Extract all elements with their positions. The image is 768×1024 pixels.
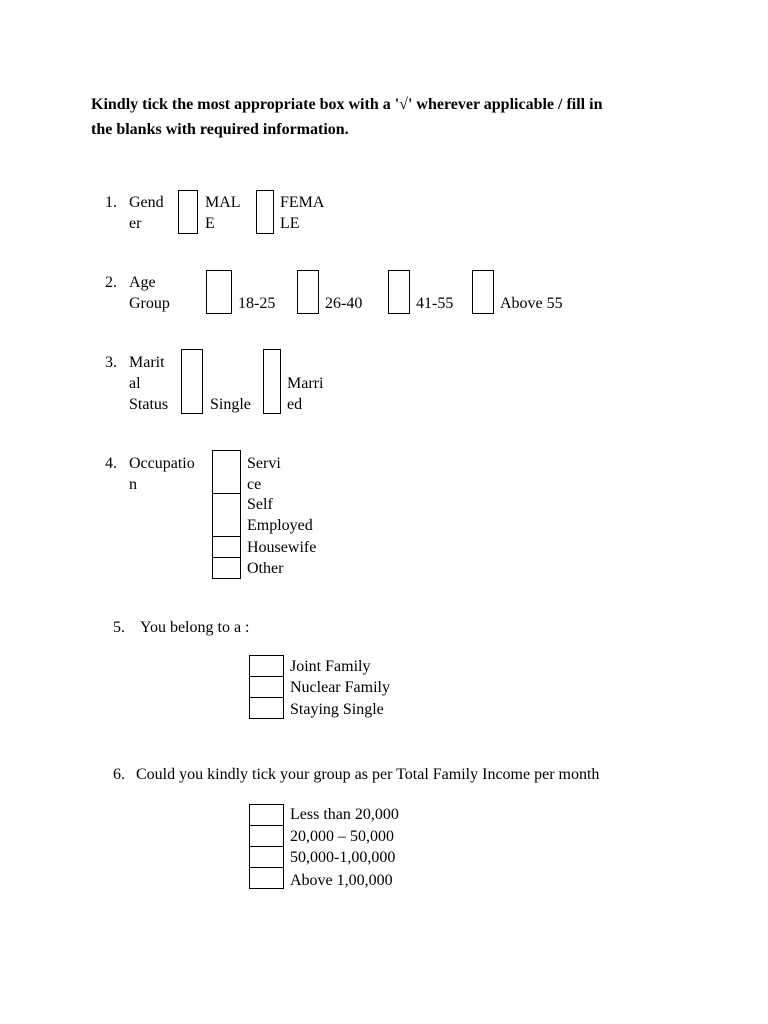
income-20000-50000-checkbox[interactable] [249,825,284,847]
marital-married-checkbox[interactable] [263,349,281,414]
instructions-line-1: Kindly tick the most appropriate box with a '√' wherever applicable / fill in [91,96,603,113]
income-50000-100000-checkbox[interactable] [249,846,284,868]
occupation-other-checkbox[interactable] [212,557,241,579]
q3-label-line-3: Status [129,396,169,413]
marital-married-label-2: ed [287,396,303,413]
income-above-100000-checkbox[interactable] [249,867,284,889]
income-above-100000-label: Above 1,00,000 [290,872,393,889]
q3-label-line-1: Marit [129,354,165,371]
occupation-other-label: Other [247,560,284,577]
occupation-housewife-checkbox[interactable] [212,536,241,558]
q1-number: 1. [105,194,117,211]
gender-male-label-2: E [205,215,215,232]
occupation-service-checkbox[interactable] [212,450,241,494]
family-single-checkbox[interactable] [249,697,284,719]
age-41-55-checkbox[interactable] [388,270,410,314]
marital-married-label-1: Marri [287,375,324,392]
family-joint-checkbox[interactable] [249,655,284,677]
q2-label-line-1: Age [129,274,156,291]
q5-question: You belong to a : [140,619,250,636]
marital-single-label: Single [210,396,251,413]
q5-number: 5. [113,619,125,636]
q3-number: 3. [105,354,117,371]
occupation-service-label-1: Servi [247,455,281,472]
occupation-service-label-2: ce [247,476,262,493]
gender-female-checkbox[interactable] [256,190,274,234]
q2-number: 2. [105,274,117,291]
q6-number: 6. [113,766,125,783]
income-less-20000-checkbox[interactable] [249,804,284,826]
family-nuclear-checkbox[interactable] [249,676,284,698]
family-joint-label: Joint Family [290,658,371,675]
income-50000-100000-label: 50,000-1,00,000 [290,849,396,866]
gender-male-label-1: MAL [205,194,241,211]
q3-label-line-2: al [129,375,141,392]
income-20000-50000-label: 20,000 – 50,000 [290,828,394,845]
occupation-self-employed-checkbox[interactable] [212,493,241,537]
age-above-55-label: Above 55 [500,295,563,312]
instructions-line-2: the blanks with required information. [91,121,349,138]
marital-single-checkbox[interactable] [181,349,203,414]
gender-female-label-1: FEMA [280,194,325,211]
age-18-25-checkbox[interactable] [206,270,232,314]
occupation-self-employed-label-1: Self [247,496,273,513]
q1-label-line-1: Gend [129,194,164,211]
family-nuclear-label: Nuclear Family [290,679,390,696]
q4-number: 4. [105,455,117,472]
q4-label-line-2: n [129,476,137,493]
occupation-self-employed-label-2: Employed [247,517,313,534]
q1-label-line-2: er [129,215,142,232]
q4-label-line-1: Occupatio [129,455,195,472]
gender-male-checkbox[interactable] [178,190,198,234]
family-single-label: Staying Single [290,701,384,718]
income-less-20000-label: Less than 20,000 [290,806,399,823]
q2-label-line-2: Group [129,295,170,312]
age-41-55-label: 41-55 [416,295,454,312]
age-18-25-label: 18-25 [238,295,276,312]
age-26-40-checkbox[interactable] [297,270,319,314]
age-26-40-label: 26-40 [325,295,363,312]
q6-question: Could you kindly tick your group as per Total Family Income per month [136,766,600,783]
gender-female-label-2: LE [280,215,300,232]
age-above-55-checkbox[interactable] [472,270,494,314]
occupation-housewife-label: Housewife [247,539,317,556]
